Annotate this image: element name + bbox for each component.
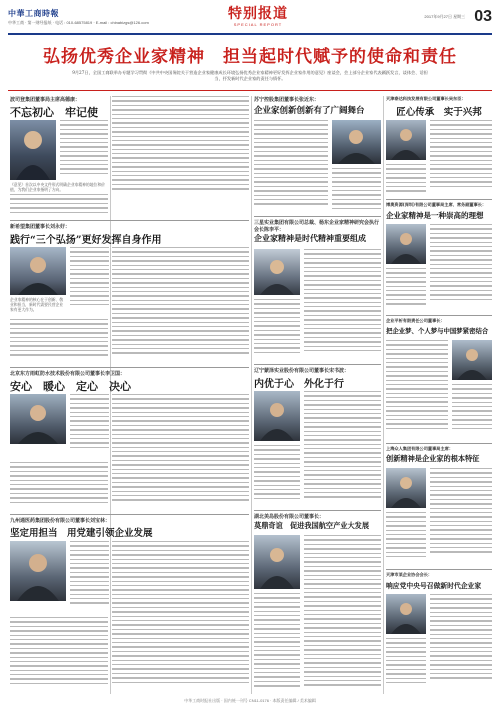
person-icon [10,120,56,180]
article-body [254,120,328,214]
portrait-photo [386,224,426,264]
article-title: 把企业梦、个人梦与中国梦紧密结合 [386,327,489,335]
article-liu-yonghao [10,223,249,363]
article-body [386,512,426,566]
person-icon [254,249,300,295]
article-kicker: 天津泰达科技发展有限公司董事长吴东臣： [386,96,466,101]
article-song-shubo [254,367,381,507]
section-banner [203,6,313,27]
portrait-photo [452,340,492,380]
article-gao-dekang [10,96,108,216]
article-body [430,224,492,312]
article-body [386,268,426,312]
section-divider [254,216,381,217]
article-kicker: 上海众人集团有限公司董事局主席： [386,446,454,451]
article-title: 企业家创新创新有了广阔舞台 [254,106,365,116]
article-body [10,462,108,510]
column-divider [251,96,252,694]
article-body-continued [112,96,249,196]
person-icon [386,120,426,160]
article-kicker: 新希望集团董事长刘永好： [10,224,71,230]
person-icon [332,120,381,164]
article-body [386,164,426,196]
section-divider [254,364,381,365]
article-body [430,120,492,196]
article-body [430,468,492,566]
article-kicker: 苏宁控股集团董事长张近东： [254,97,320,103]
paper-name: 中華工商時報 [8,9,59,18]
article-lofty-ideal [386,202,492,312]
section-divider [10,367,249,368]
article-kicker: 九州通医药集团股份有限公司董事长刘宝林： [10,518,111,524]
article-body [304,535,381,695]
article-li-weiguo [10,370,249,510]
person-icon [10,247,66,295]
article-body [112,541,249,693]
section-divider [386,315,492,316]
portrait-photo [386,120,426,160]
article-body [254,299,300,361]
section-divider [386,569,492,570]
article-liu-baolin [10,517,249,695]
article-body [70,394,109,458]
article-body [10,617,108,693]
article-chen-liping [254,219,381,361]
person-icon [386,224,426,264]
person-icon [386,468,426,508]
portrait-photo [386,468,426,508]
portrait-photo [386,594,426,634]
section-divider [386,199,492,200]
article-title: 匠心传承 实于兴邦 [396,107,482,118]
article-body [304,249,381,361]
article-body [452,384,492,440]
article-title: 创新精神是企业家的根本特征 [386,454,480,463]
article-zhang-jindong [254,96,381,214]
column-divider [383,96,384,694]
article-body [60,120,108,180]
article-body [386,340,448,440]
article-kicker: 天津市某企业协会会长： [386,572,433,577]
article-kicker: 辽宁蒙泽实业股份有限公司董事长宋书波： [254,368,350,374]
section-divider [10,514,249,515]
person-icon [452,340,492,380]
article-body [254,593,300,695]
portrait-photo [254,535,300,589]
section-title-cn: 特别报道 [228,6,288,22]
article-innovation [386,446,492,566]
portrait-photo [254,391,300,441]
article-body [112,394,249,510]
person-icon [254,535,300,589]
page-footer: 中华工商时报社出版 · 国内统一刊号 CN11-0176 · 本版责任编辑 / 美术编辑 [184,698,316,703]
page-headline: 弘扬优秀企业家精神 担当起时代赋予的使命和责任 [43,47,457,67]
section-divider [254,510,381,511]
article-title: 内优于心 外化于行 [254,379,344,390]
masthead [8,6,492,32]
article-body [70,247,109,311]
paper-sub: 中华工商 · 第一财经报纸 · 电话 : 010-68575819 · E-mail : chinabizgs@126.com [8,20,149,25]
article-kicker: 波司登集团董事局主席高德康： [10,97,81,103]
article-kicker: 博奥资源(深圳)有限公司董事局主席、常务副董事长： [386,202,487,207]
article-body [70,541,109,613]
section-title-en: SPECIAL REPORT [233,22,283,27]
article-title: 响应党中央号召做新时代企业家 [386,582,482,590]
article-body [112,247,249,363]
page-number: 03 [474,8,492,25]
article-body [304,391,381,507]
section-divider [386,443,492,444]
article-body [332,168,381,214]
issue-date: 2017年9月27日 星期三 [424,14,466,19]
article-title: 不忘初心 牢记使 [10,106,98,119]
masthead-right [424,6,492,26]
article-title: 企业家精神是一种崇高的理想 [386,211,484,220]
portrait-photo [10,394,66,444]
article-kicker: 湖北美岛股份有限公司董事长： [254,514,325,520]
lede-divider [8,90,492,91]
article-body [10,319,108,363]
person-icon [254,391,300,441]
article-body [10,194,108,214]
section-divider [10,220,249,221]
article-aviation [254,513,381,695]
person-icon [10,394,66,444]
article-title: 践行“三个弘扬”更好发挥自身作用 [10,235,162,246]
masthead-rule [8,33,492,35]
article-kicker: 北京东方雨虹防水技术股份有限公司董事长李卫国： [10,371,126,377]
article-body [430,594,492,694]
article-china-dream [386,318,492,440]
article-title: 坚定用担当 用党建引领企业发展 [10,528,153,539]
portrait-photo [10,120,56,180]
photo-caption: 企业家精神的核心在于创新、敬业和担当，新时代需要民营企业家有更大作为。 [10,297,64,312]
lede-paragraph: 9月27日，全国工商联举办专题学习贯彻《中共中央国务院关于营造企业家健康成长环境弘扬优秀企业家精神更好发挥企业家作用的意见》座谈会，会上部分企业家代表踊跃发言，谈体会、话担当，抒发新时代企业家的责任与情怀。 [72,70,428,81]
person-icon [386,594,426,634]
article-title: 企业家精神是时代精神重要组成 [254,233,366,243]
person-icon [10,541,66,601]
article-body [254,445,300,507]
photo-caption: 《意见》首次以中央文件形式明确企业家精神的地位和价值，为我们企业家指明了方向。 [10,182,105,192]
article-wu-dongchen [386,96,492,196]
article-kicker: 企业平析有限责任公司董事长： [386,318,445,323]
portrait-photo [254,249,300,295]
article-body [386,638,426,694]
article-title: 莫鼎奇谊 促进我国航空产业大发展 [254,521,370,530]
article-new-era [386,572,492,696]
article-title: 安心 暖心 定心 决心 [10,380,131,393]
portrait-photo [10,541,66,601]
portrait-photo [10,247,66,295]
article-kicker: 三星实业集团有限公司总裁、杨东企业家精神研究会执行会长陈李平： [254,220,380,233]
portrait-photo [332,120,381,164]
